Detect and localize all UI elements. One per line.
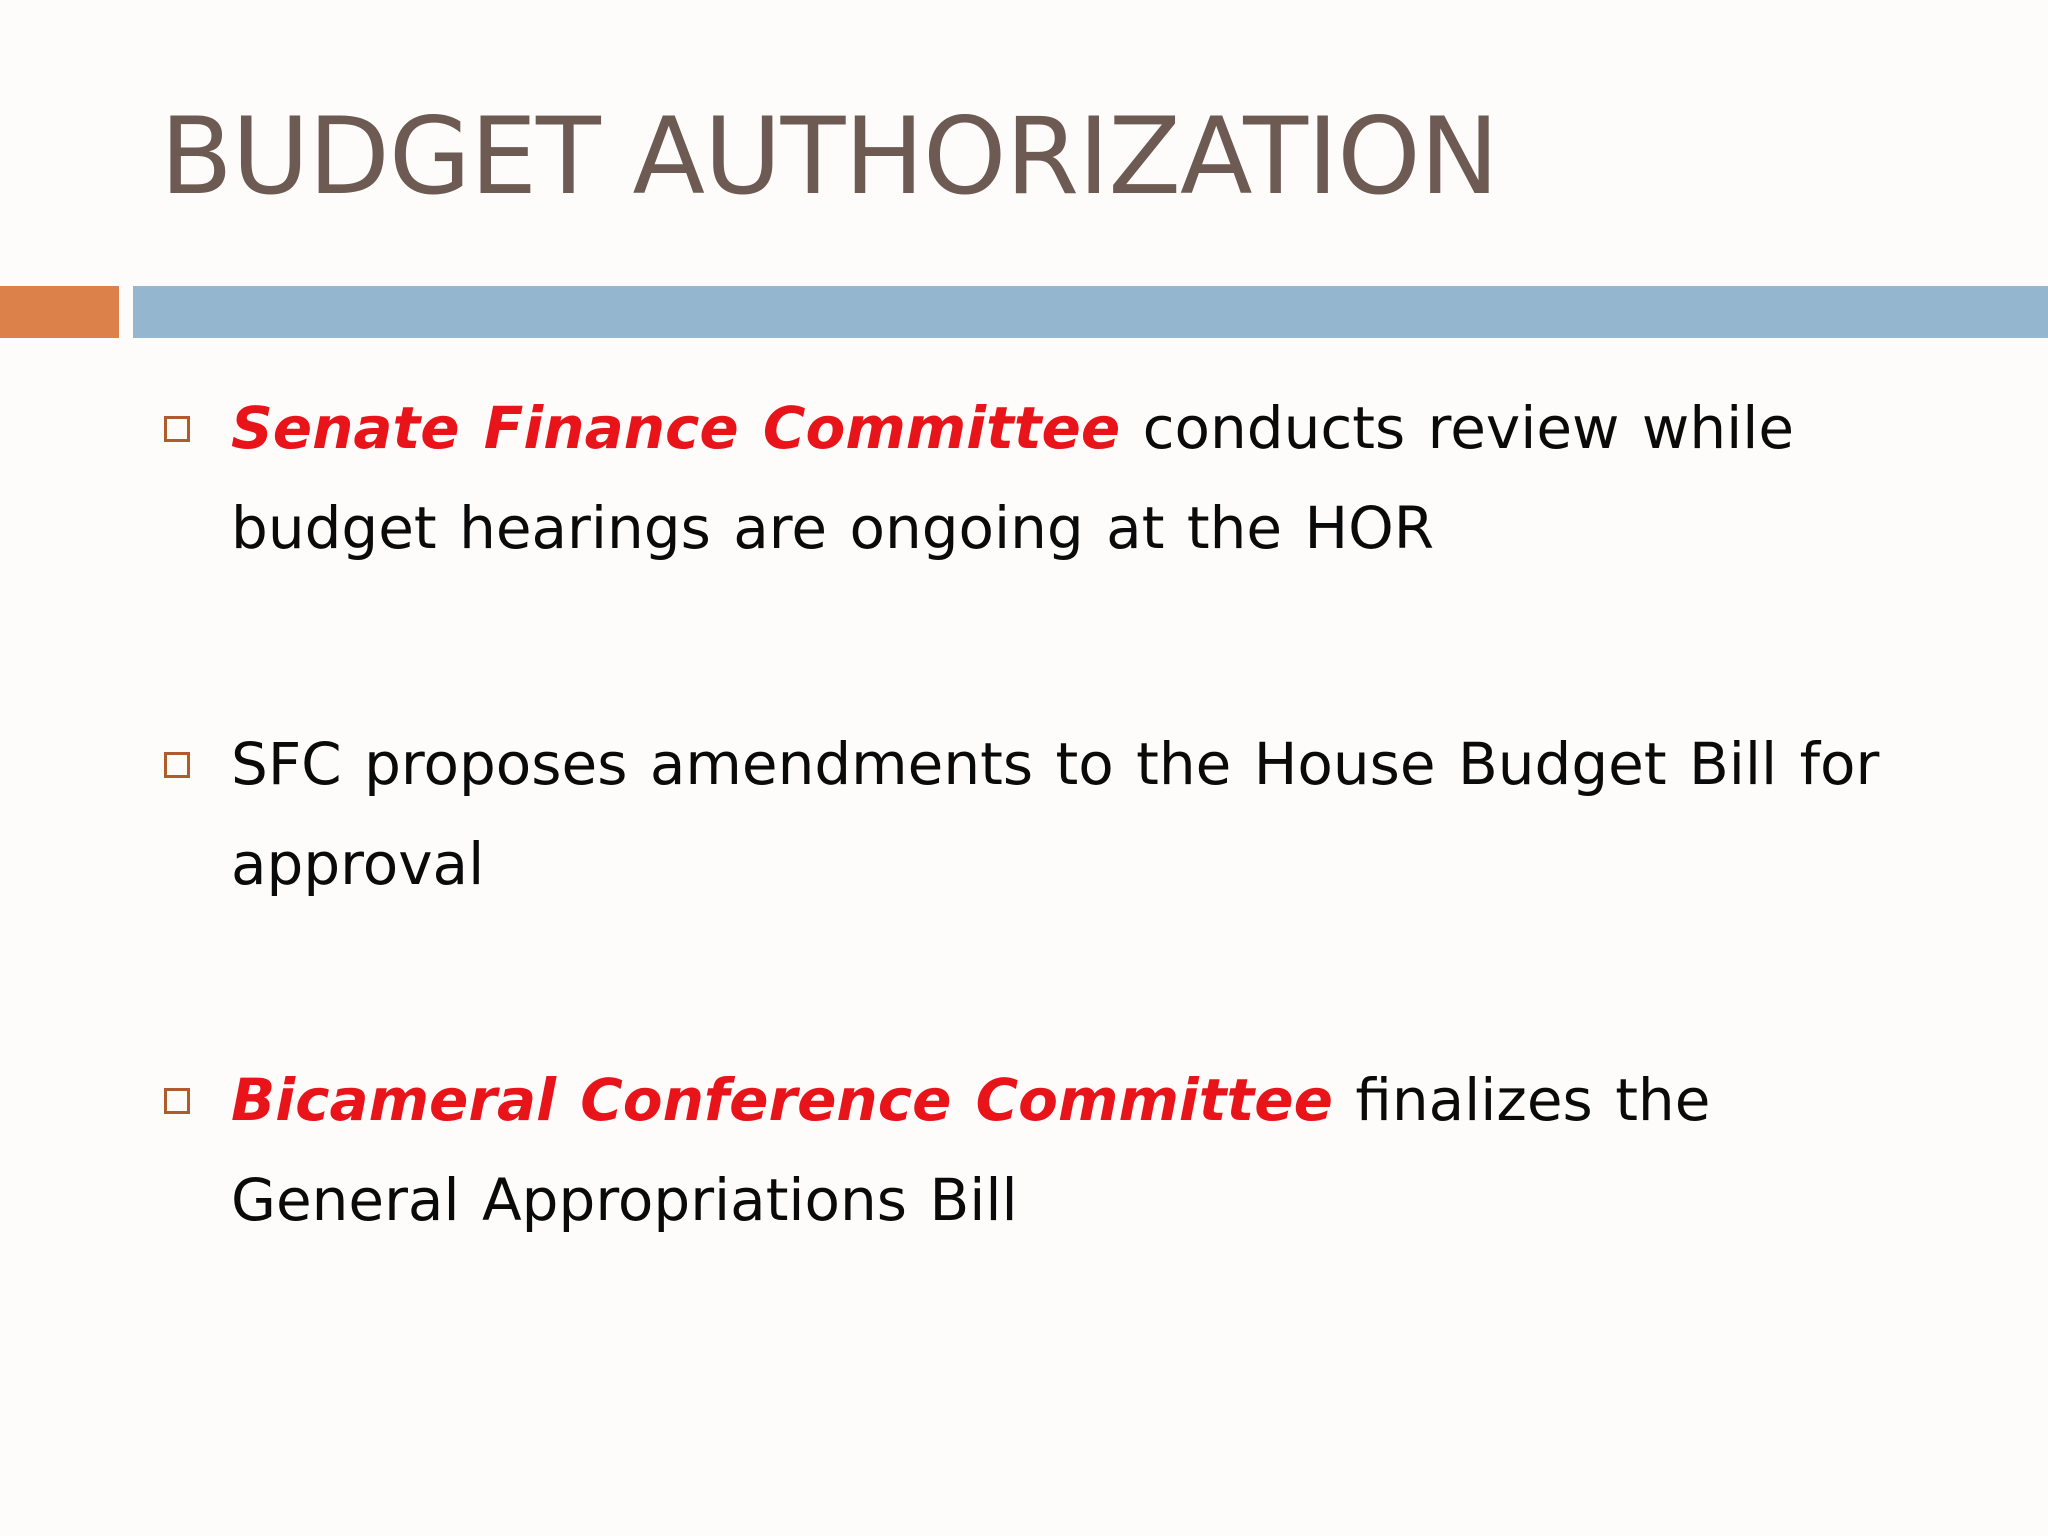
bullet-text: conducts review while budget hearings are ongoing at the HOR: [231, 394, 1795, 562]
title-divider-blue: [133, 286, 2048, 338]
bullet-item: [160, 378, 1960, 578]
bullet-text: finalizes the General Appropriations Bill: [231, 1066, 1711, 1234]
bullet-item: [160, 1050, 1960, 1250]
square-bullet-icon: [164, 1088, 190, 1114]
slide-title: BUDGET AUTHORIZATION: [160, 95, 1499, 218]
bullet-emphasis: Bicameral Conference Committee: [231, 1066, 1333, 1134]
bullet-list: [160, 378, 1960, 1386]
square-bullet-icon: [164, 416, 190, 442]
square-bullet-icon: [164, 752, 190, 778]
bullet-emphasis: Senate Finance Committee: [231, 394, 1121, 462]
title-divider-orange: [0, 286, 119, 338]
bullet-text: SFC proposes amendments to the House Budget Bill for approval: [231, 730, 1880, 898]
bullet-item: [160, 714, 1960, 914]
